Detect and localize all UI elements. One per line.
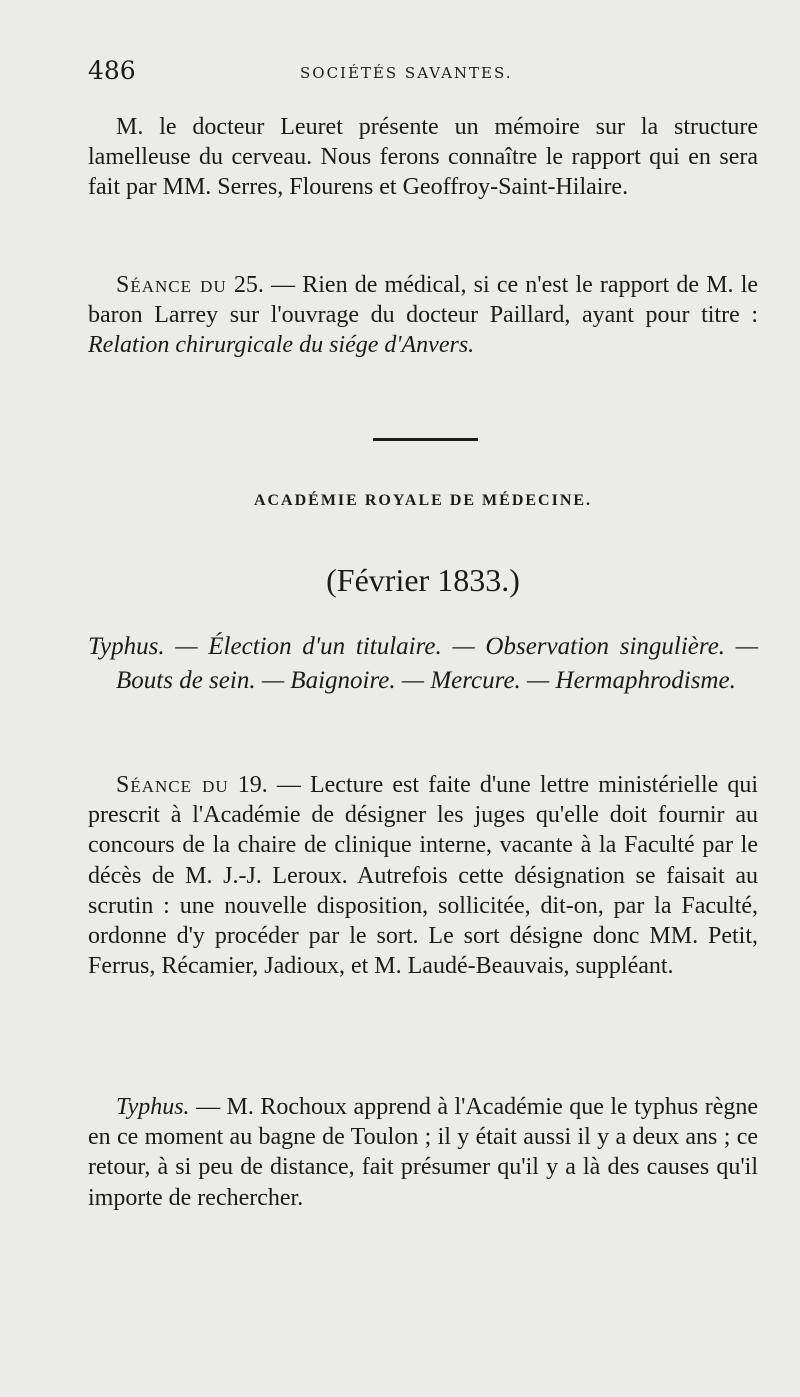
paragraph-seance-25 bbox=[88, 270, 758, 361]
page-header bbox=[88, 56, 760, 96]
paragraph-seance-19 bbox=[88, 770, 758, 981]
section-divider bbox=[373, 438, 478, 441]
paragraph-text: — Lecture est faite d'une lettre ministérielle qui prescrit à l'Académie de désigner les juges qu'elle doit fournir au concours de la chaire de clinique interne, vacante à la Faculté par le décès de M. J.-J. Leroux. Autrefois cette désignation se faisait au scrutin : une nouvelle disposition, sollicitée, dit-on, par la Faculté, ordonne d'y procéder par le sort. Le sort désigne donc MM. Petit, Ferrus, Récamier, Jadioux, et M. Laudé-Beauvais, suppléant. bbox=[88, 772, 759, 980]
seance-day: 19. bbox=[237, 772, 268, 798]
section-summary: Typhus. — Élection d'un titulaire. — Observation singulière. — Bouts de sein. — Baignoire. — Mercure. — Hermaphrodisme. bbox=[88, 633, 758, 694]
seance-label: Séance du bbox=[116, 272, 227, 298]
seance-day: 25. bbox=[233, 272, 264, 298]
paragraph-text: M. le docteur Leuret présente un mémoire sur la structure lamelleuse du cerveau. Nous ferons connaître le rapport qui en sera fait par MM. Serres, Flourens et Geoffroy-Saint-Hilaire. bbox=[88, 114, 758, 201]
date-heading: (Février 1833.) bbox=[326, 562, 520, 598]
paragraph-text: — M. Rochoux apprend à l'Académie que le typhus règne en ce moment au bagne de Toulon ; il y était aussi il y a deux ans ; ce retour, à si peu de distance, fait présumer qu'il y a là des causes qu'il importe de rechercher. bbox=[88, 1094, 759, 1211]
paragraph-typhus bbox=[88, 1092, 758, 1213]
page-number: 486 bbox=[88, 56, 136, 85]
paragraph-leuret bbox=[88, 112, 758, 203]
paragraph-text: — Rien de médical, si ce n'est le rapport de M. le baron Larrey sur l'ouvrage du docteur Paillard, ayant pour titre : bbox=[88, 272, 759, 329]
section-title: ACADÉMIE ROYALE DE MÉDECINE. bbox=[253, 492, 593, 509]
topic-label: Typhus. bbox=[116, 1094, 190, 1120]
running-head: SOCIÉTÉS SAVANTES. bbox=[300, 64, 513, 82]
book-title: Relation chirurgicale du siége d'Anvers. bbox=[88, 332, 475, 359]
seance-label: Séance du bbox=[116, 772, 229, 798]
